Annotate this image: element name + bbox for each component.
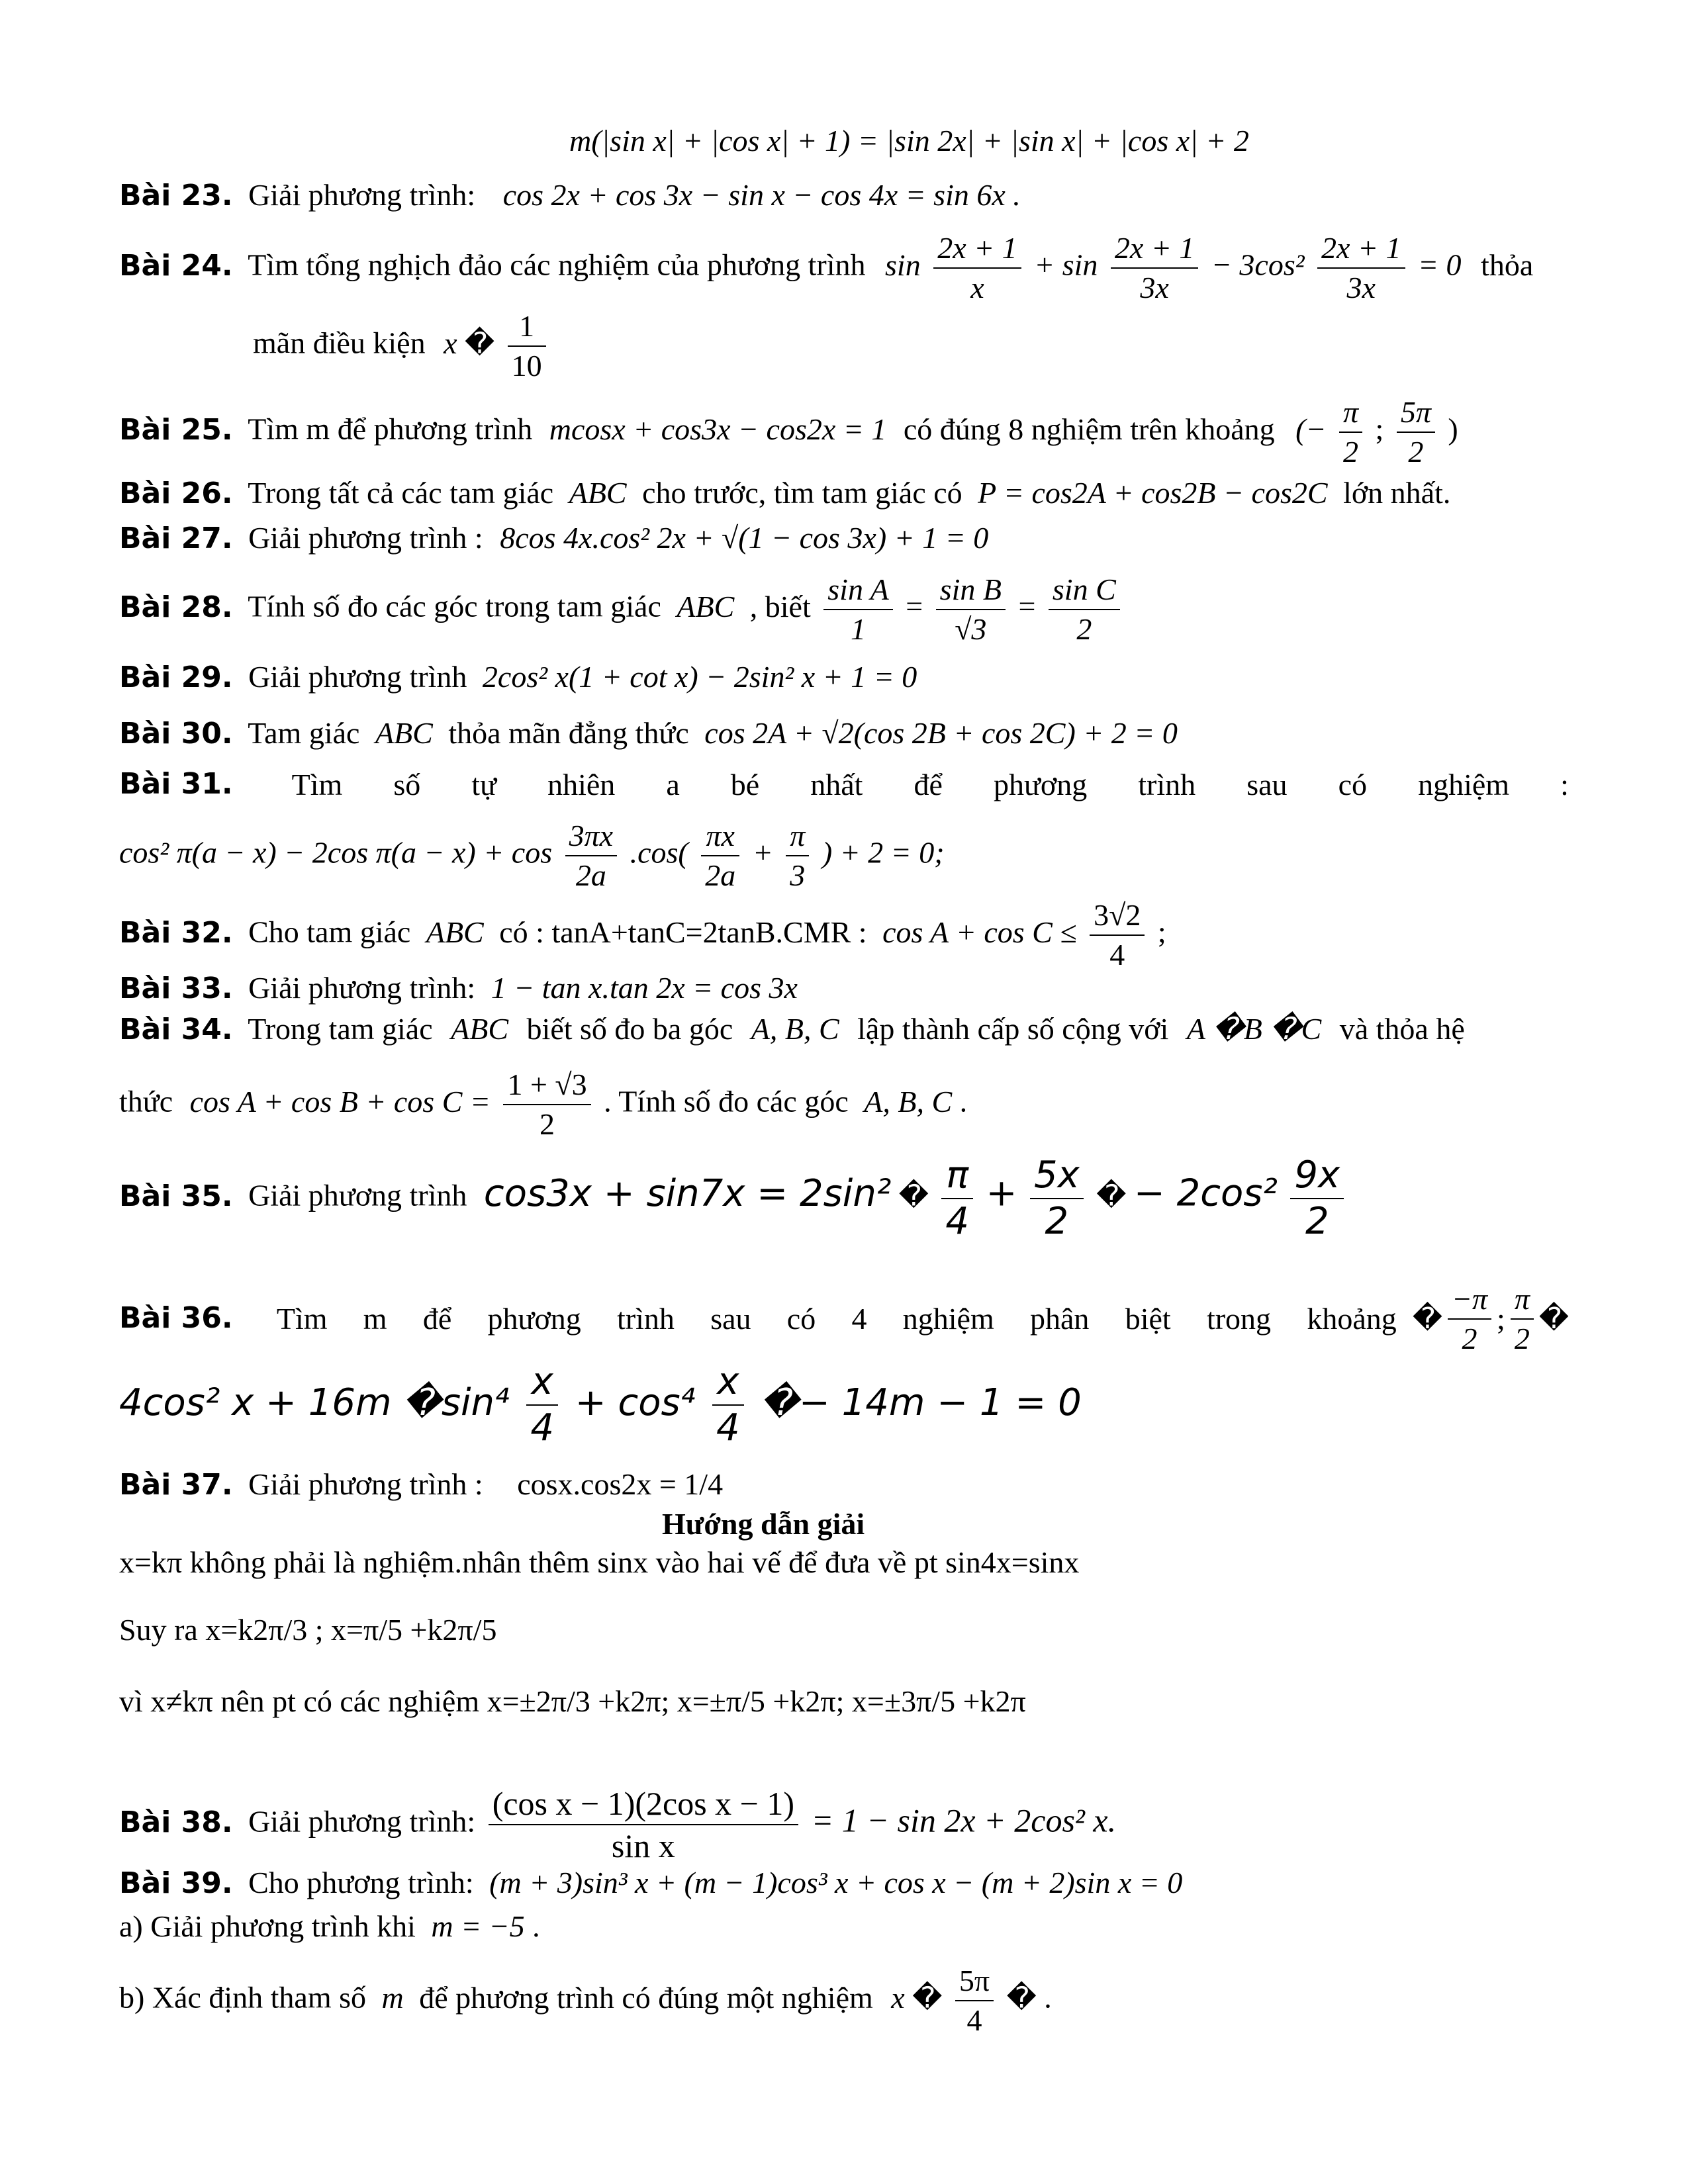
equation: P = cos2A + cos2B − cos2C	[978, 476, 1328, 510]
problem-text: Giải phương trình:	[248, 178, 476, 212]
missing-glyph: �	[1412, 1302, 1442, 1336]
problem-text: Trong tất cả các tam giác	[248, 476, 554, 510]
fraction: $\frac{\pi}{2}$	[1511, 1284, 1534, 1354]
fraction: $\frac{1}{10}$	[508, 311, 546, 381]
equation-part: +	[986, 1171, 1017, 1215]
equation-part: ;	[1157, 915, 1166, 949]
word: 4	[851, 1302, 867, 1336]
word: nhất	[810, 768, 863, 801]
word: :	[1560, 768, 1569, 801]
equation: cosx.cos2x = 1/4	[517, 1467, 724, 1501]
fraction: $\frac{2x + 1}{x}$	[933, 233, 1021, 303]
word: khoảng	[1307, 1302, 1397, 1336]
fraction: $\frac{\text{sin C}}{2}$	[1049, 574, 1120, 645]
word: Tìm	[276, 1302, 328, 1336]
problem-23	[119, 180, 1021, 210]
problem-34	[119, 1014, 1465, 1044]
fraction: $\frac{\text{sin A}}{1}$	[823, 574, 892, 645]
problem-text: .	[959, 1084, 968, 1118]
problem-text: Tam giác	[248, 716, 360, 750]
word: có	[1338, 768, 1368, 801]
word: để	[422, 1302, 452, 1336]
fraction: $\frac{x}{4}$	[526, 1363, 558, 1447]
equation: = 1 − sin 2x + 2cos² x.	[811, 1801, 1117, 1839]
problem-label: Bài 26.	[119, 477, 233, 510]
triangle-name: ABC	[451, 1012, 509, 1046]
word: phương	[993, 768, 1088, 801]
problem-text-row	[119, 1301, 1397, 1336]
triangle-name: ABC	[569, 476, 627, 510]
equation-part: ) + 2 = 0;	[821, 835, 945, 870]
problem-text: a) Giải phương trình khi	[119, 1909, 416, 1943]
problem-text: Giải phương trình :	[248, 1467, 483, 1501]
problem-text: , biết	[749, 589, 811, 623]
problem-24-condition	[253, 311, 551, 381]
word: biệt	[1125, 1302, 1171, 1336]
equation: cos 2x + cos 3x − sin x − cos 4x = sin 6x .	[502, 178, 1021, 212]
problem-text: và thỏa hệ	[1339, 1012, 1465, 1046]
problem-label: Bài 32.	[119, 915, 233, 950]
equation-part: =	[1018, 589, 1036, 623]
fraction: $\frac{9x}{2}$	[1290, 1157, 1344, 1240]
problem-text: Giải phương trình	[248, 1178, 467, 1212]
equation-part: − 3cos²	[1211, 248, 1305, 282]
equation-part: .cos(	[630, 835, 688, 870]
problem-text: .	[1044, 1980, 1052, 2015]
word: trong	[1206, 1302, 1272, 1336]
problem-text: thỏa	[1481, 248, 1534, 282]
fraction: $\frac{2x + 1}{3x}$	[1317, 233, 1405, 303]
problem-30	[119, 718, 1178, 749]
missing-glyph: �	[1096, 1179, 1127, 1213]
word: trình	[1138, 768, 1196, 801]
equation: cos 2A + √2(cos 2B + cos 2C) + 2 = 0	[704, 716, 1178, 750]
problem-text: Tính số đo các góc trong tam giác	[248, 589, 661, 623]
guide-heading: Hướng dẫn giải	[662, 1507, 865, 1541]
equation: cos A + cos B + cos C =	[189, 1084, 491, 1118]
fraction: $\frac{5\pi}{4}$	[955, 1966, 994, 2036]
fraction: $\frac{5\pi}{2}$	[1397, 397, 1435, 467]
fraction: $\frac{5x}{2}$	[1030, 1157, 1084, 1240]
problem-36	[119, 1284, 1569, 1354]
problem-text: Giải phương trình:	[248, 971, 476, 1005]
problem-label: Bài 33.	[119, 972, 233, 1005]
fraction: $\frac{3\pi x}{2a}$	[565, 821, 617, 891]
problem-text: . Tính số đo các góc	[604, 1084, 849, 1118]
equation-part: ;	[1375, 412, 1384, 446]
variable: m	[381, 1980, 404, 2015]
fraction: $\frac{\pi}{3}$	[786, 821, 809, 891]
problem-36-equation	[119, 1360, 1082, 1449]
problem-text: Giải phương trình :	[248, 521, 483, 555]
problem-29	[119, 662, 917, 692]
fraction: $\frac{\pi}{4}$	[941, 1157, 973, 1240]
problem-label: Bài 30.	[119, 717, 233, 751]
word: m	[363, 1302, 387, 1336]
problem-text: thức	[119, 1084, 173, 1118]
problem-text: lập thành cấp số cộng với	[857, 1012, 1169, 1046]
problem-text: cho trước, tìm tam giác có	[642, 476, 962, 510]
word: bé	[730, 768, 760, 801]
condition-text: mãn điều kiện	[253, 326, 426, 360]
fraction: $\frac{-\pi}{2}$	[1448, 1284, 1491, 1354]
problem-label: Bài 38.	[119, 1805, 233, 1839]
fraction: $\frac{2x + 1}{3x}$	[1111, 233, 1198, 303]
word: tự	[471, 768, 497, 801]
word: có	[786, 1302, 816, 1336]
problem-text: Tìm tổng nghịch đảo các nghiệm của phương trình	[248, 248, 866, 282]
fraction: $\frac{x}{4}$	[712, 1363, 744, 1447]
problem-label: Bài 25.	[119, 412, 233, 447]
problem-35	[119, 1154, 1349, 1243]
problem-text: Cho phương trình:	[248, 1866, 474, 1899]
problem-label: Bài 28.	[119, 590, 233, 624]
problem-label: Bài 29.	[119, 660, 233, 694]
word: nghiệm	[902, 1302, 994, 1336]
problem-text: có đúng 8 nghiệm trên khoảng	[903, 412, 1275, 446]
fraction: $\frac{1 + √3}{2}$	[503, 1069, 590, 1140]
problem-label: Bài 23.	[119, 179, 233, 212]
equation-part: =	[906, 589, 923, 623]
fraction: $\frac{\text{(cos x − 1)(2cos x − 1)}}{\text{sin x}}$	[489, 1787, 798, 1862]
word: trình	[617, 1302, 675, 1336]
problem-text: lớn nhất.	[1343, 476, 1451, 510]
missing-glyph: �	[1006, 1981, 1037, 2015]
variable: x	[891, 1980, 905, 2015]
triangle-name: ABC	[375, 716, 433, 750]
problem-label: Bài 27.	[119, 522, 233, 555]
equation-part: ;	[1497, 1302, 1505, 1336]
missing-glyph: �	[898, 1179, 929, 1213]
problem-label: Bài 31.	[119, 767, 233, 801]
fraction: $\frac{\pi x}{2a}$	[701, 821, 739, 891]
problem-31-equation	[119, 821, 945, 891]
equation-part: 4cos² x + 16m	[119, 1381, 392, 1425]
equation-part: sin	[885, 248, 921, 282]
equation: cos A + cos C ≤	[882, 915, 1077, 949]
problem-27	[119, 523, 988, 553]
equation: mcosx + cos3x − cos2x = 1	[549, 412, 887, 446]
equation: 8cos 4x.cos² 2x + √(1 − cos 3x) + 1 = 0	[500, 521, 989, 555]
problem-39-a	[119, 1911, 540, 1942]
problem-32	[119, 900, 1166, 970]
problem-label: Bài 36.	[119, 1301, 233, 1335]
problem-39-b	[119, 1966, 1052, 2036]
problem-text: Trong tam giác	[248, 1012, 433, 1046]
problem-label: Bài 24.	[119, 248, 233, 283]
word: phương	[487, 1302, 581, 1336]
problem-text: Cho tam giác	[248, 915, 411, 949]
problem-24	[119, 233, 1533, 303]
problem-25	[119, 397, 1458, 467]
word: a	[666, 768, 680, 801]
problem-text: có : tanA+tanC=2tanB.CMR :	[499, 915, 867, 949]
problem-31	[119, 767, 1569, 801]
triangle-name: ABC	[677, 589, 735, 623]
problem-26	[119, 478, 1450, 508]
equation-part: cos3x + sin7x = 2sin²	[483, 1171, 892, 1215]
top-formula: m(|sin x| + |cos x| + 1) = |sin 2x| + |sin x| + |cos x| + 2	[569, 124, 1249, 158]
problem-text: Tìm m để phương trình	[248, 412, 533, 446]
guide-line-3: vì x≠kπ nên pt có các nghiệm x=±2π/3 +k2π; x=±π/5 +k2π; x=±3π/5 +k2π	[119, 1684, 1026, 1718]
fraction: $\frac{3√2}{4}$	[1090, 900, 1145, 970]
word: phân	[1030, 1302, 1090, 1336]
equation-part: cos² π(a − x) − 2cos π(a − x) + cos	[119, 835, 553, 870]
problem-28	[119, 574, 1125, 645]
equation: 2cos² x(1 + cot x) − 2sin² x + 1 = 0	[482, 660, 917, 694]
problem-text: Giải phương trình:	[248, 1804, 476, 1839]
equation-part: �sin⁴	[403, 1381, 510, 1425]
problem-text: biết số đo ba góc	[526, 1012, 733, 1046]
triangle-name: ABC	[426, 915, 484, 949]
variable: x	[444, 326, 457, 360]
word: nghiệm	[1418, 768, 1510, 801]
problem-text: b) Xác định tham số	[119, 1980, 367, 2015]
problem-39	[119, 1868, 1182, 1898]
angles: A, B, C	[864, 1084, 953, 1118]
angle-order: A �B �C	[1186, 1012, 1322, 1046]
fraction: $\frac{\pi}{2}$	[1339, 397, 1362, 467]
problem-33	[119, 973, 798, 1003]
word: để	[914, 768, 943, 801]
problem-label: Bài 35.	[119, 1179, 233, 1213]
angles: A, B, C	[751, 1012, 839, 1046]
word: sau	[710, 1302, 751, 1336]
equation-part: + sin	[1034, 248, 1098, 282]
equation-part: )	[1448, 412, 1458, 446]
problem-text: .	[532, 1909, 540, 1943]
missing-glyph: �	[465, 326, 495, 361]
equation: m = −5	[431, 1909, 525, 1943]
problem-37	[119, 1469, 723, 1500]
problem-label: Bài 37.	[119, 1468, 233, 1502]
problem-text: để phương trình có đúng một nghiệm	[419, 1980, 873, 2015]
equation: (m + 3)sin³ x + (m − 1)cos³ x + cos x − (m + 2)sin x = 0	[489, 1866, 1183, 1899]
equation-part: + cos⁴	[575, 1381, 696, 1425]
problem-38	[119, 1787, 1116, 1862]
missing-glyph: �	[1538, 1302, 1569, 1336]
equation: 1 − tan x.tan 2x = cos 3x	[491, 971, 798, 1005]
equation-part: = 0	[1418, 248, 1462, 282]
guide-line-2: Suy ra x=k2π/3 ; x=π/5 +k2π/5	[119, 1613, 497, 1647]
problem-label: Bài 34.	[119, 1013, 233, 1046]
word: nhiên	[547, 768, 616, 801]
equation-part: (−	[1295, 412, 1327, 446]
problem-text: thỏa mãn đẳng thức	[448, 716, 689, 750]
problem-text: Giải phương trình	[248, 660, 467, 694]
word: sau	[1246, 768, 1288, 801]
equation-part: +	[752, 835, 773, 870]
fraction: $\frac{\text{sin B}}{√3}$	[936, 574, 1006, 645]
word: số	[393, 768, 421, 801]
word: Tìm	[291, 768, 343, 801]
missing-glyph: �	[912, 1981, 943, 2015]
problem-34-cont	[119, 1069, 967, 1140]
equation-part: − 2cos²	[1133, 1171, 1278, 1215]
guide-line-1: x=kπ không phải là nghiệm.nhân thêm sinx vào hai vế để đưa về pt sin4x=sinx	[119, 1545, 1080, 1579]
problem-label: Bài 39.	[119, 1866, 233, 1900]
equation-part: �− 14m − 1 = 0	[761, 1381, 1082, 1425]
